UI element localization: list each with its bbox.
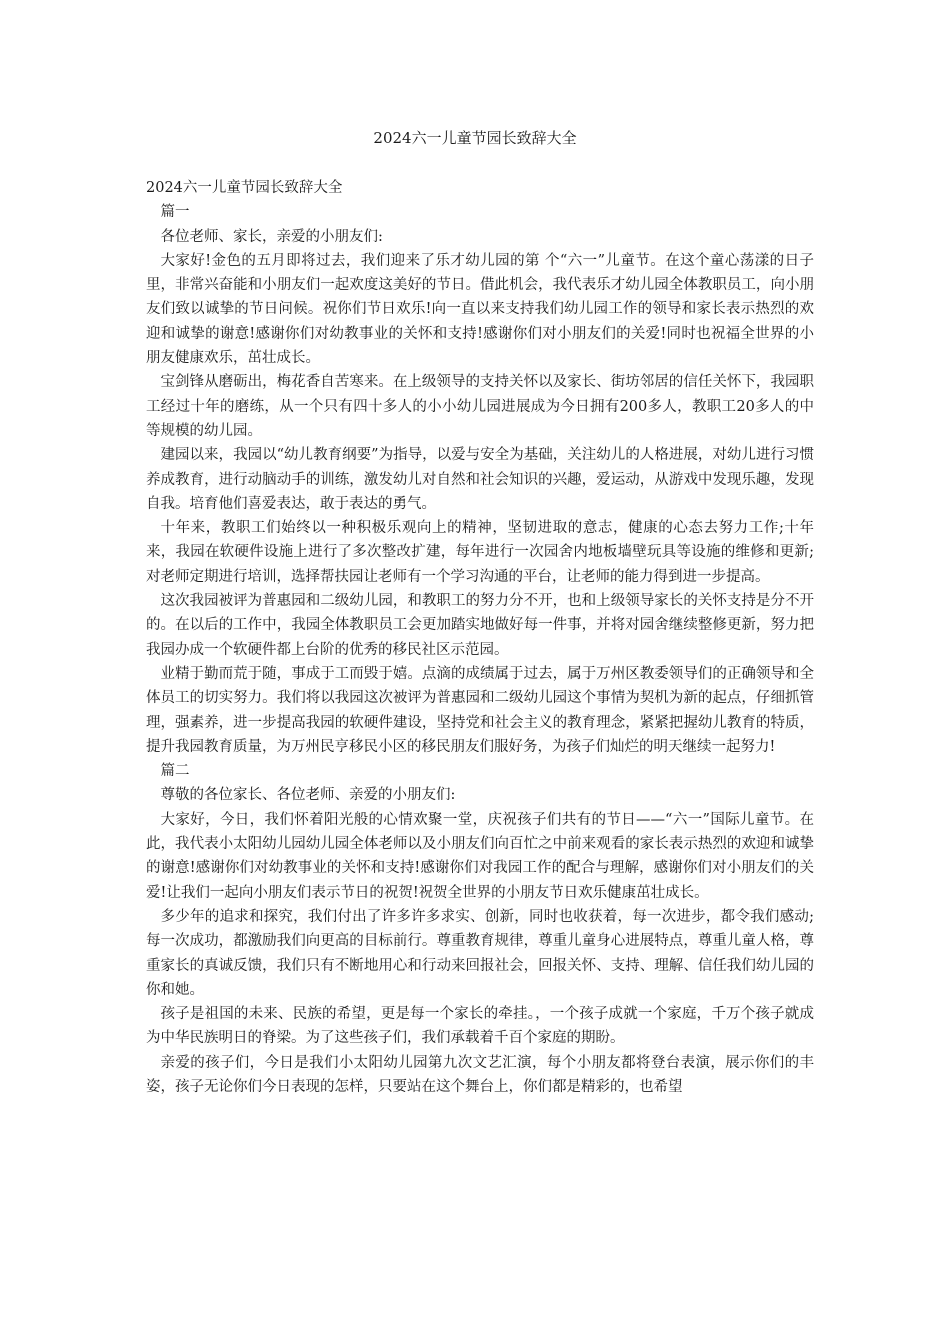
paragraph: 多少年的追求和探究，我们付出了许多许多求实、创新，同时也收获着，每一次进步，都令我们感动;每一次成功，都激励我们向更高的目标前行。尊重教育规律，尊重儿童身心进展特点，尊重儿童人格，尊重家长的真诚反馈，我们只有不断地用心和行动来回报社会，回报关怀、支持、理解、信任我们幼儿园的你和她。 bbox=[146, 908, 814, 998]
section-heading-2: 篇二 bbox=[160, 763, 190, 780]
document-title: 2024六一儿童节园长致辞大全 bbox=[373, 129, 577, 147]
paragraph: 大家好，今日，我们怀着阳光般的心情欢聚一堂，庆祝孩子们共有的节日——“六一”国际儿童节。在此，我代表小太阳幼儿园幼儿园全体老师以及小朋友们向百忙之中前来观看的家长表示热烈的欢迎和诚挚的谢意!感谢你们对幼教事业的关怀和支持!感谢你们对我园工作的配合与理解，感谢你们对小朋友们的关爱!让我们一起向小朋友们表示节日的祝贺!祝贺全世界的小朋友节日欢乐健康茁壮成长。 bbox=[146, 811, 814, 901]
document-subtitle: 2024六一儿童节园长致辞大全 bbox=[146, 180, 343, 196]
paragraph: 亲爱的孩子们，今日是我们小太阳幼儿园第九次文艺汇演，每个小朋友都将登台表演，展示你们的丰姿，孩子无论你们今日表现的怎样，只要站在这个舞台上，你们都是精彩的，也希望 bbox=[146, 1054, 814, 1095]
salutation-2: 尊敬的各位家长、各位老师、亲爱的小朋友们: bbox=[160, 787, 456, 804]
section-heading-1: 篇一 bbox=[160, 204, 190, 221]
paragraph: 这次我园被评为普惠园和二级幼儿园，和教职工的努力分不开，也和上级领导家长的关怀支持是分不开的。在以后的工作中，我园全体教职员工会更加踏实地做好每一件事，并将对园舍继续整修更新，努力把我园办成一个软硬件都上台阶的优秀的移民社区示范园。 bbox=[146, 593, 814, 658]
salutation-1: 各位老师、家长，亲爱的小朋友们: bbox=[160, 228, 383, 245]
paragraph: 业精于勤而荒于随，事成于工而毁于嬉。点滴的成绩属于过去，属于万州区教委领导们的正确领导和全体员工的切实努力。我们将以我园这次被评为普惠园和二级幼儿园这个事情为契机为新的起点，仔细抓管理，强素养，进一步提高我园的软硬件建设，坚持党和社会主义的教育理念，紧紧把握幼儿教育的特质，提升我园教育质量，为万州民亨移民小区的移民朋友们服好务，为孩子们灿烂的明天继续一起努力! bbox=[146, 665, 814, 755]
paragraph: 大家好!金色的五月即将过去，我们迎来了乐才幼儿园的第 个“六一”儿童节。在这个童心荡漾的日子里，非常兴奋能和小朋友们一起欢度这美好的节日。借此机会，我代表乐才幼儿园全体教职员工，向小朋友们致以诚挚的节日问候。祝你们节日欢乐!向一直以来支持我们幼儿园工作的领导和家长表示热烈的欢迎和诚挚的谢意!感谢你们对幼教事业的关怀和支持!感谢你们对小朋友们的关爱!同时也祝福全世界的小朋友健康欢乐，茁壮成长。 bbox=[146, 252, 814, 367]
paragraph: 十年来，教职工们始终以一种积极乐观向上的精神，坚韧进取的意志，健康的心态去努力工作;十年来，我园在软硬件设施上进行了多次整改扩建，每年进行一次园舍内地板墙壁玩具等设施的维修和更新;对老师定期进行培训，选择帮扶园让老师有一个学习沟通的平台，让老师的能力得到进一步提高。 bbox=[146, 520, 814, 585]
document-body bbox=[146, 176, 814, 1099]
paragraph: 宝剑锋从磨砺出，梅花香自苦寒来。在上级领导的支持关怀以及家长、街坊邻居的信任关怀下，我园职工经过十年的磨练，从一个只有四十多人的小小幼儿园进展成为今日拥有200多人，教职工20多人的中等规模的幼儿园。 bbox=[146, 374, 814, 439]
paragraph: 孩子是祖国的未来、民族的希望，更是每一个家长的牵挂。，一个孩子成就一个家庭，千万个孩子就成为中华民族明日的脊梁。为了这些孩子们，我们承载着千百个家庭的期盼。 bbox=[146, 1006, 814, 1047]
paragraph: 建园以来，我园以“幼儿教育纲要”为指导，以爱与安全为基础，关注幼儿的人格进展，对幼儿进行习惯养成教育，进行动脑动手的训练，激发幼儿对自然和社会知识的兴趣，爱运动，从游戏中发现乐趣，发现自我。培育他们喜爱表达，敢于表达的勇气。 bbox=[146, 447, 814, 512]
